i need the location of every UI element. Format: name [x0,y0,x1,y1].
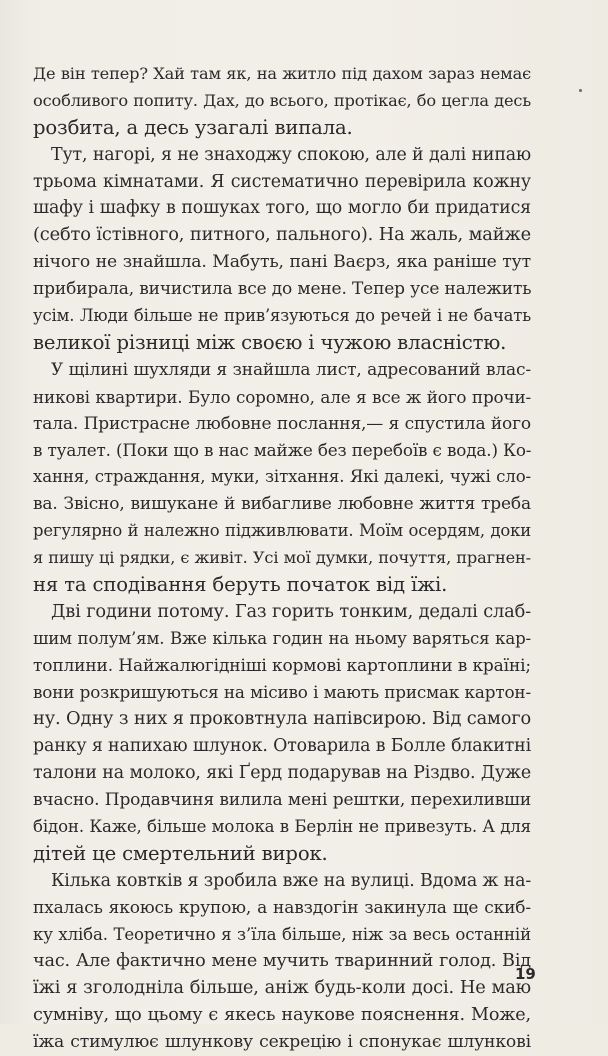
text-line: час. Але фактично мене мучить тваринний голод. Від [33,951,531,972]
text-line: бідон. Каже, більше молока в Берлін не привезуть. А для [33,816,531,836]
text-line: їжі я зголодніла більше, аніж будь-коли досі. Не маю [33,977,531,999]
text-line: никові квартири. Було соромно, але я все ж його прочи- [33,386,531,407]
text-line: в туалет. (Поки що в нас майже без перебоїв є вода.) Ко- [33,440,532,461]
text-line: трьома кімнатами. Я систематично перевірила кожну [33,171,531,192]
paper-speck [579,89,582,92]
text-line: талони на молоко, які Ґерд подарував на Різдво. Дуже [33,763,531,784]
text-line: ку хліба. Теоретично я з’їла більше, ніж за весь останній [33,924,531,944]
text-line: їжа стимулює шлункову секрецію і спонукає шлункові [33,1032,531,1053]
text-line: шим полум’ям. Вже кілька годин на ньому варяться кар- [33,628,531,648]
text-line: я пишу ці рядки, є живіт. Усі мої думки, почуття, прагнен- [33,548,531,568]
text-line: вони розкришуються на місиво і мають присмак картон- [33,682,531,703]
text-line: прибирала, вичистила все до мене. Тепер усе належить [33,279,532,300]
text-line: нічого не знайшла. Мабуть, пані Ваєрз, яка раніше тут [33,252,531,273]
text-line: Тут, нагорі, я не знаходжу спокою, але й далі нипаю [51,144,531,165]
text-line: усім. Люди більше не прив’язуються до речей і не бачать [33,306,531,326]
text-line: великої різниці між своєю і чужою власністю. [33,330,507,354]
text-line: дітей це смертельний вирок. [33,841,328,865]
text-line: Кілька ковтків я зробила вже на вулиці. Вдома ж на- [51,870,532,891]
text-line: У щілині шухляди я знайшла лист, адресований влас- [51,359,531,380]
text-line: Де він тепер? Хай там як, на житло під дахом зараз немає [33,64,531,83]
text-line: топлини. Найжалюгідніші кормові картоплини в країні; [33,655,531,676]
text-line: Дві години потому. Газ горить тонким, дедалі слаб- [51,600,532,622]
text-line: тала. Пристрасне любовне послання,— я спустила його [33,413,531,434]
text-line: ня та сподівання беруть початок від їжі. [33,572,448,596]
text-line: ранку я напихаю шлунок. Отоварила в Болле блакитні [33,736,531,757]
text-line: регулярно й належно підживлювати. Моїм осердям, доки [33,521,531,541]
text-line: розбита, а десь узагалі випала. [33,115,353,139]
text-line: особливого попиту. Дах, до всього, протікає, бо цегла десь [33,90,531,110]
text-line: ва. Звісно, вишукане й вибагливе любовне життя треба [33,494,531,515]
text-line: пхалась якоюсь крупою, а навздогін закинула ще скиб- [33,897,531,918]
page-number: 19 [515,965,536,983]
text-line: ну. Одну з них я проковтнула напівсирою. Від самого [33,708,531,730]
text-line: хання, страждання, муки, зітхання. Які далекі, чужі сло- [33,467,531,487]
text-line: вчасно. Продавчиня вилила мені рештки, перехиливши [33,790,531,811]
text-line: (себто їстівного, питного, пального). На жаль, майже [33,224,531,246]
text-line: сумніву, що цьому є якесь наукове пояснення. Може, [33,1005,531,1026]
text-line: шафу і шафку в пошуках того, що могло би придатися [33,198,531,219]
body-text [33,61,531,1056]
